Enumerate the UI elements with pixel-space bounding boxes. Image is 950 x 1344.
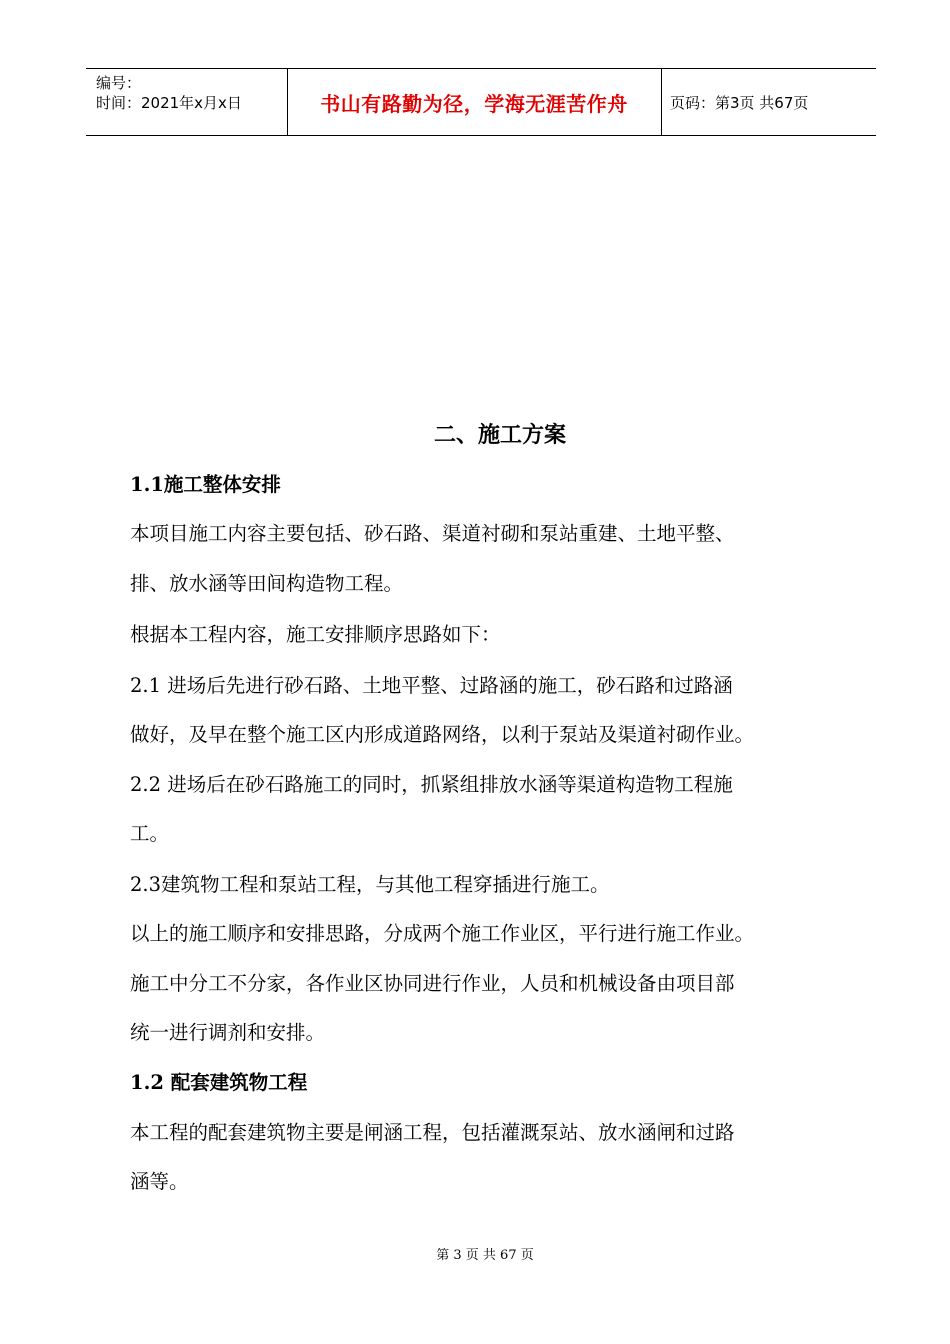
header-motto: 书山有路勤为径，学海无涯苦作舟 [320, 91, 628, 116]
paragraph-line: 统一进行调剂和安排。 [130, 1021, 326, 1044]
header-meta [96, 73, 242, 113]
paragraph-line: 2.2 进场后在砂石路施工的同时，抓紧组排放水涵等渠道构造物工程施 [130, 773, 733, 796]
paragraph-line: 涵等。 [130, 1170, 189, 1193]
subsection-heading: 1.1施工整体安排 [130, 473, 281, 496]
paragraph-line: 排、放水涵等田间构造物工程。 [130, 572, 404, 595]
subsection-heading: 1.2 配套建筑物工程 [130, 1071, 308, 1094]
paragraph-line: 施工中分工不分家，各作业区协同进行作业，人员和机械设备由项目部 [130, 972, 735, 995]
paragraph-line: 2.3建筑物工程和泵站工程，与其他工程穿插进行施工。 [130, 873, 610, 896]
paragraph-line: 2.1 进场后先进行砂石路、土地平整、过路涵的施工，砂石路和过路涵 [130, 674, 733, 697]
paragraph-line: 本工程的配套建筑物主要是闸涵工程，包括灌溉泵站、放水涵闸和过路 [130, 1121, 735, 1144]
date-label: 时间：2021年x月x日 [96, 94, 242, 112]
page-header [86, 68, 876, 136]
paragraph-line: 以上的施工顺序和安排思路，分成两个施工作业区，平行进行施工作业。 [130, 922, 755, 945]
paragraph-line: 做好，及早在整个施工区内形成道路网络，以利于泵站及渠道衬砌作业。 [130, 723, 755, 746]
paragraph-line: 工。 [130, 822, 170, 845]
serial-number-label: 编号： [96, 74, 142, 92]
paragraph-line: 本项目施工内容主要包括、砂石路、渠道衬砌和泵站重建、土地平整、 [130, 522, 735, 545]
page-footer: 第 3 页 共 67 页 [436, 1248, 534, 1263]
header-page-info: 页码：第3页 共67页 [670, 93, 809, 112]
section-title: 二、施工方案 [433, 422, 566, 448]
paragraph-line: 根据本工程内容，施工安排顺序思路如下： [130, 623, 501, 646]
header-divider-right [661, 69, 662, 135]
